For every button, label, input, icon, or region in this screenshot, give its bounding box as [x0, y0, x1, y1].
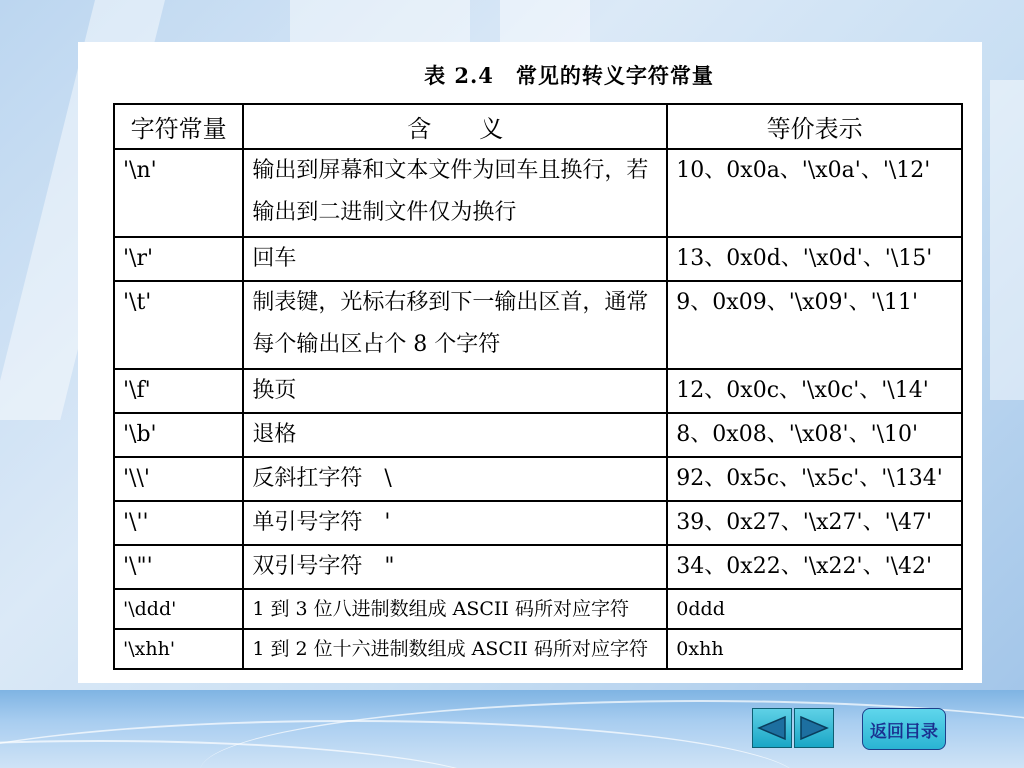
- table-row: [114, 237, 962, 281]
- table-row: [114, 457, 962, 501]
- meaning-cell: 回车: [243, 237, 667, 281]
- table-row: [114, 369, 962, 413]
- background-stripe: [500, 0, 590, 42]
- table-header-row: [114, 104, 962, 149]
- char-cell: '\\': [114, 457, 243, 501]
- table-row: [114, 281, 962, 369]
- equiv-cell: 34、0x22、'\x22'、'\42': [667, 545, 962, 589]
- meaning-cell: 退格: [243, 413, 667, 457]
- next-slide-button[interactable]: [794, 708, 834, 748]
- previous-slide-button[interactable]: [752, 708, 792, 748]
- equiv-cell: 92、0x5c、'\x5c'、'\134': [667, 457, 962, 501]
- slide-navigation: [752, 708, 836, 750]
- column-header-meaning: 含 义: [243, 104, 667, 149]
- table-title: 表 2.4 常见的转义字符常量: [424, 63, 714, 88]
- column-header-char: 字符常量: [114, 104, 243, 149]
- triangle-right-icon: [799, 715, 829, 741]
- meaning-cell: 反斜扛字符 \: [243, 457, 667, 501]
- table-row: [114, 413, 962, 457]
- char-cell: '\"': [114, 545, 243, 589]
- meaning-cell: 双引号字符 ": [243, 545, 667, 589]
- back-to-contents-button[interactable]: 返回目录: [862, 708, 946, 750]
- equiv-cell: 8、0x08、'\x08'、'\10': [667, 413, 962, 457]
- slide-panel: [78, 42, 982, 683]
- char-cell: '\'': [114, 501, 243, 545]
- equiv-cell: 0ddd: [667, 589, 962, 629]
- table-row: [114, 629, 962, 669]
- table-row: [114, 545, 962, 589]
- equiv-cell: 39、0x27、'\x27'、'\47': [667, 501, 962, 545]
- triangle-left-icon: [757, 715, 787, 741]
- escape-char-table: [113, 103, 963, 670]
- meaning-cell: 1 到 2 位十六进制数组成 ASCII 码所对应字符: [243, 629, 667, 669]
- meaning-cell: 单引号字符 ': [243, 501, 667, 545]
- char-cell: '\n': [114, 149, 243, 237]
- table-row: [114, 149, 962, 237]
- equiv-cell: 13、0x0d、'\x0d'、'\15': [667, 237, 962, 281]
- background-stripe: [990, 80, 1024, 400]
- meaning-cell: 换页: [243, 369, 667, 413]
- meaning-cell: 制表键，光标右移到下一输出区首，通常每个输出区占个 8 个字符: [243, 281, 667, 369]
- char-cell: '\xhh': [114, 629, 243, 669]
- equiv-cell: 12、0x0c、'\x0c'、'\14': [667, 369, 962, 413]
- equiv-cell: 9、0x09、'\x09'、'\11': [667, 281, 962, 369]
- equiv-cell: 0xhh: [667, 629, 962, 669]
- background-stripe: [290, 0, 470, 42]
- char-cell: '\b': [114, 413, 243, 457]
- char-cell: '\ddd': [114, 589, 243, 629]
- char-cell: '\f': [114, 369, 243, 413]
- meaning-cell: 输出到屏幕和文本文件为回车且换行，若输出到二进制文件仅为换行: [243, 149, 667, 237]
- equiv-cell: 10、0x0a、'\x0a'、'\12': [667, 149, 962, 237]
- char-cell: '\t': [114, 281, 243, 369]
- meaning-cell: 1 到 3 位八进制数组成 ASCII 码所对应字符: [243, 589, 667, 629]
- char-cell: '\r': [114, 237, 243, 281]
- table-row: [114, 589, 962, 629]
- table-row: [114, 501, 962, 545]
- column-header-equiv: 等价表示: [667, 104, 962, 149]
